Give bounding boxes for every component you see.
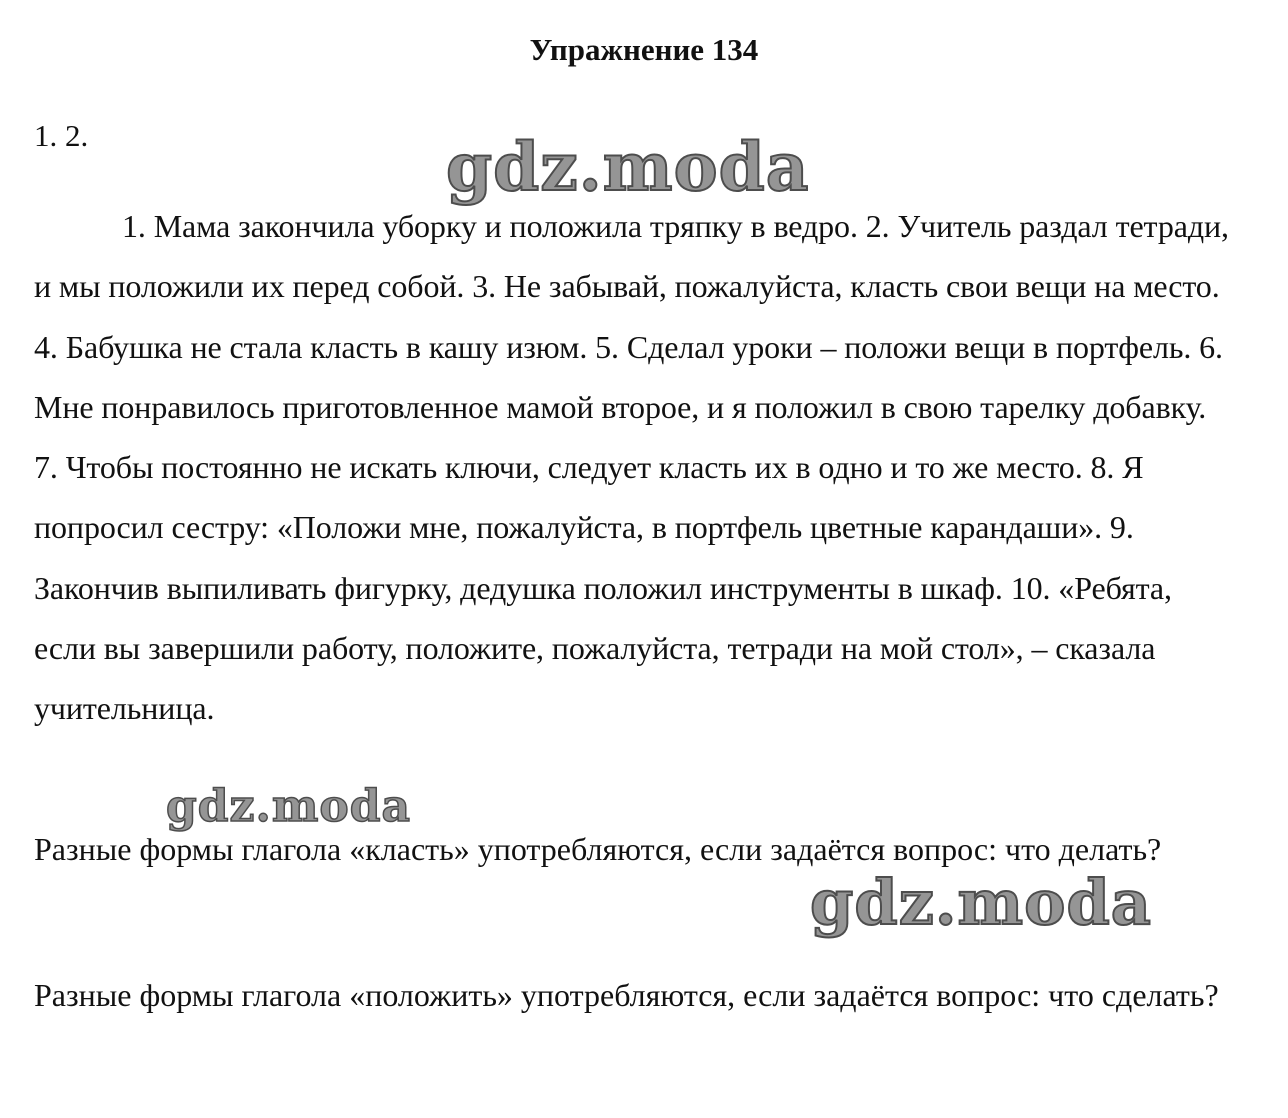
conclusion-polozhit: Разные формы глагола «положить» употребляются, если задаётся вопрос: что сделать? xyxy=(34,977,1219,1013)
task-numbers: 1. 2. xyxy=(34,118,89,153)
conclusion-klast: Разные формы глагола «класть» употребляются, если задаётся вопрос: что делать? xyxy=(34,831,1162,867)
watermark-logo: gdz.moda xyxy=(446,128,810,206)
exercise-title: Упражнение 134 xyxy=(529,32,759,67)
answer-paragraph: 1. Мама закончила уборку и положила тряпку в ведро. 2. Учитель раздал тетради, и мы положили их перед собой. 3. Не забывай, пожалуйста, класть свои вещи на место. 4. Бабушка не стала класть в кашу изюм. 5. Сделал уроки – положи вещи в портфель. 6. Мне понравилось приготовленное мамой второе, и я положил в свою тарелку добавку. 7. Чтобы постоянно не искать ключи, следует класть их в одно и то же место. 8. Я попросил сестру: «Положи мне, пожалуйста, в портфель цветные карандаши». 9. Закончив выпиливать фигурку, дедушка положил инструменты в шкаф. 10. «Ребята, если вы завершили работу, положите, пожалуйста, тетради на мой стол», – сказала учительница. xyxy=(34,208,1229,727)
watermark-logo: gdz.moda xyxy=(810,866,1152,939)
watermark-logo: gdz.moda xyxy=(166,781,412,832)
